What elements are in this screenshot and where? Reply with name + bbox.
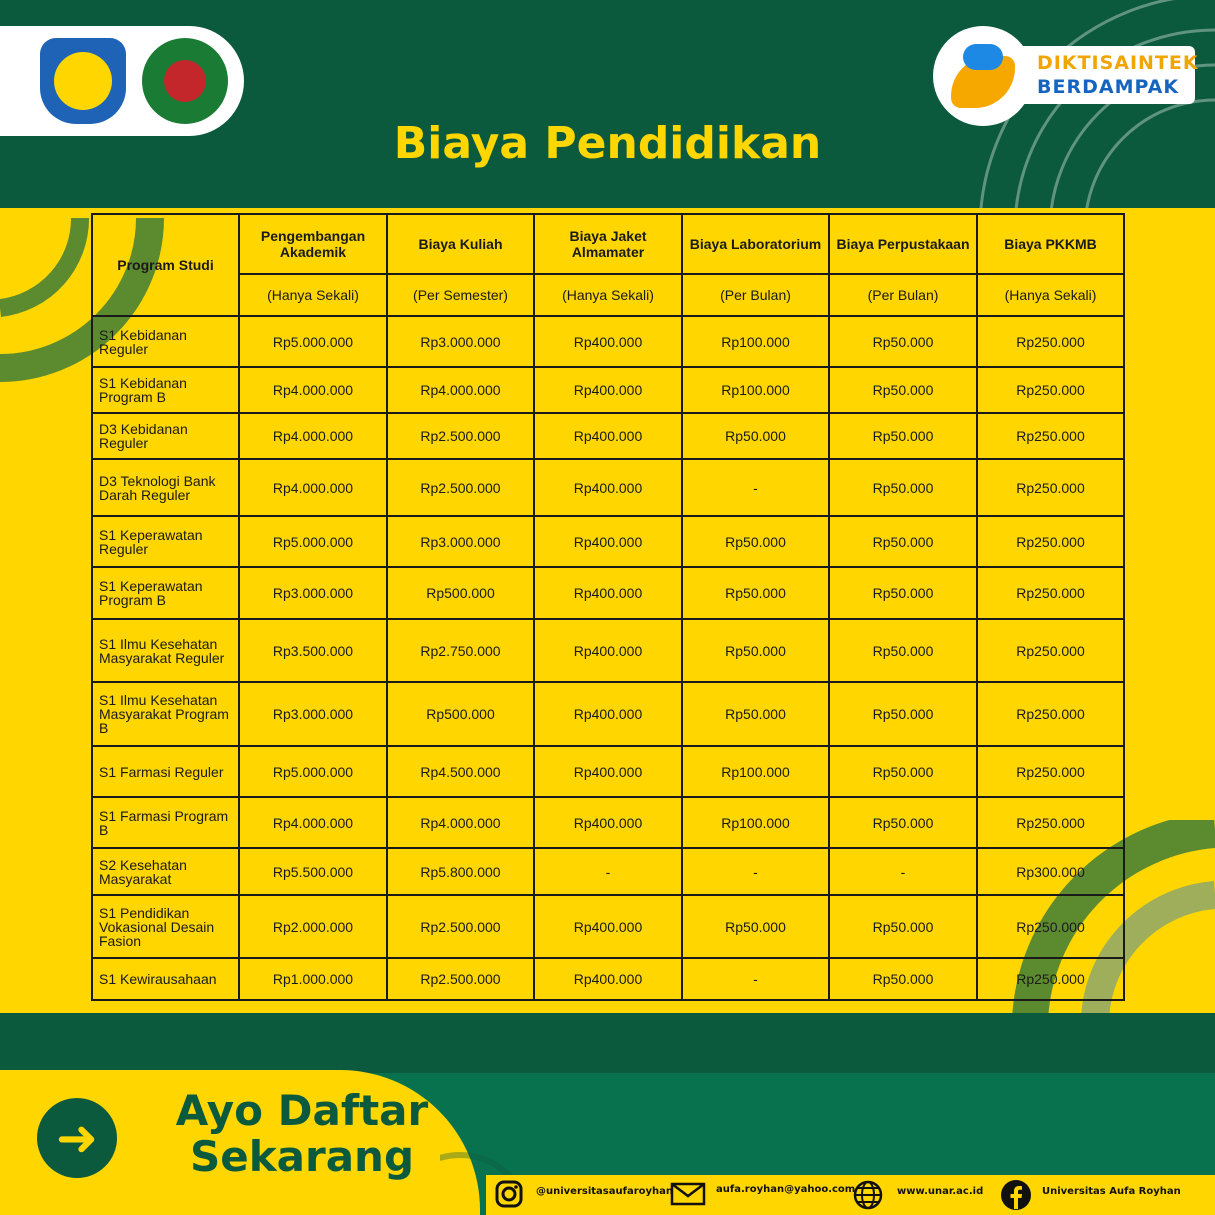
subheader: (Hanya Sekali) (977, 274, 1124, 316)
table-row (92, 958, 1124, 1000)
register-arrow-button[interactable] (37, 1098, 117, 1178)
fee-cell: - (682, 459, 829, 516)
fee-cell: Rp100.000 (682, 797, 829, 848)
program-cell: S1 Kebidanan Reguler (92, 316, 239, 367)
fee-cell: Rp3.000.000 (387, 316, 534, 367)
table-row (92, 567, 1124, 619)
subheader: (Per Semester) (387, 274, 534, 316)
table-row (92, 895, 1124, 958)
fee-cell: Rp50.000 (829, 746, 977, 797)
fee-cell: Rp400.000 (534, 797, 682, 848)
fee-cell: Rp400.000 (534, 516, 682, 567)
brand-line1: DIKTISAINTEK (1037, 52, 1199, 74)
subheader: (Per Bulan) (682, 274, 829, 316)
fee-cell: - (682, 848, 829, 895)
fee-cell: Rp3.000.000 (239, 682, 387, 746)
fee-cell: Rp4.000.000 (239, 459, 387, 516)
program-cell: D3 Kebidanan Reguler (92, 413, 239, 459)
cta-line2: Sekarang (189, 1132, 415, 1181)
arrow-right-icon: ➜ (56, 1109, 98, 1167)
fee-cell: Rp4.000.000 (387, 367, 534, 413)
fee-cell: Rp50.000 (829, 413, 977, 459)
cta-line1: Ayo Daftar (175, 1086, 429, 1135)
col-header-pkkmb: Biaya PKKMB (977, 214, 1124, 274)
fee-cell: Rp2.500.000 (387, 958, 534, 1000)
fee-cell: Rp250.000 (977, 619, 1124, 682)
fee-table (91, 213, 1125, 1001)
fee-cell: Rp250.000 (977, 958, 1124, 1000)
fee-cell: Rp5.000.000 (239, 316, 387, 367)
fee-cell: Rp50.000 (682, 895, 829, 958)
fee-cell: Rp250.000 (977, 567, 1124, 619)
fee-cell: Rp400.000 (534, 682, 682, 746)
fee-cell: Rp2.500.000 (387, 459, 534, 516)
fee-cell: Rp250.000 (977, 746, 1124, 797)
university-logo (142, 38, 228, 124)
fee-cell: Rp50.000 (829, 895, 977, 958)
fee-cell: Rp400.000 (534, 895, 682, 958)
cta-heading[interactable] (142, 1088, 462, 1180)
fee-cell: Rp50.000 (829, 958, 977, 1000)
fee-cell: Rp5.500.000 (239, 848, 387, 895)
fee-cell: Rp50.000 (682, 619, 829, 682)
fee-cell: Rp50.000 (829, 459, 977, 516)
program-cell: S1 Farmasi Reguler (92, 746, 239, 797)
program-cell: S2 Kesehatan Masyarakat (92, 848, 239, 895)
fee-cell: Rp2.500.000 (387, 413, 534, 459)
subheader: (Hanya Sekali) (239, 274, 387, 316)
email-icon[interactable] (670, 1179, 706, 1209)
fee-cell: Rp50.000 (829, 316, 977, 367)
fee-cell: Rp250.000 (977, 316, 1124, 367)
fee-cell: Rp50.000 (829, 682, 977, 746)
fee-cell: Rp50.000 (682, 413, 829, 459)
facebook-page[interactable]: Universitas Aufa Royhan (1042, 1186, 1181, 1197)
table-header-row (92, 214, 1124, 274)
fee-cell: Rp3.500.000 (239, 619, 387, 682)
table-row (92, 682, 1124, 746)
col-header-perpus: Biaya Perpustakaan (829, 214, 977, 274)
fee-cell: Rp3.000.000 (387, 516, 534, 567)
fee-cell: Rp250.000 (977, 459, 1124, 516)
program-cell: S1 Pendidikan Vokasional Desain Fasion (92, 895, 239, 958)
instagram-handle[interactable]: @universitasaufaroyhan (536, 1186, 674, 1197)
program-cell: S1 Keperawatan Program B (92, 567, 239, 619)
tut-wuri-handayani-logo (40, 38, 126, 124)
program-cell: S1 Keperawatan Reguler (92, 516, 239, 567)
table-row (92, 459, 1124, 516)
program-cell: S1 Farmasi Program B (92, 797, 239, 848)
program-cell: S1 Ilmu Kesehatan Masyarakat Reguler (92, 619, 239, 682)
fee-cell: Rp50.000 (682, 567, 829, 619)
diktisaintek-logo (933, 26, 1199, 126)
globe-icon[interactable] (852, 1179, 884, 1211)
fee-cell: Rp400.000 (534, 316, 682, 367)
col-header-kuliah: Biaya Kuliah (387, 214, 534, 274)
fee-cell: Rp250.000 (977, 797, 1124, 848)
fee-cell: Rp50.000 (682, 682, 829, 746)
fee-cell: Rp400.000 (534, 567, 682, 619)
fee-cell: Rp250.000 (977, 516, 1124, 567)
fee-cell: Rp300.000 (977, 848, 1124, 895)
fee-cell: Rp50.000 (829, 516, 977, 567)
col-header-lab: Biaya Laboratorium (682, 214, 829, 274)
fee-cell: Rp5.800.000 (387, 848, 534, 895)
fee-cell: Rp400.000 (534, 367, 682, 413)
table-row (92, 746, 1124, 797)
fee-cell: Rp4.500.000 (387, 746, 534, 797)
fee-cell: Rp400.000 (534, 459, 682, 516)
fee-cell: - (829, 848, 977, 895)
email-address[interactable]: aufa.royhan@yahoo.com (716, 1184, 856, 1195)
fee-cell: Rp250.000 (977, 682, 1124, 746)
fee-cell: Rp4.000.000 (239, 367, 387, 413)
fee-cell: Rp4.000.000 (239, 413, 387, 459)
fee-cell: Rp50.000 (829, 367, 977, 413)
fee-cell: Rp50.000 (829, 797, 977, 848)
fee-cell: Rp5.000.000 (239, 746, 387, 797)
program-cell: S1 Kewirausahaan (92, 958, 239, 1000)
fee-cell: Rp100.000 (682, 746, 829, 797)
fee-cell: Rp400.000 (534, 413, 682, 459)
fee-cell: Rp4.000.000 (239, 797, 387, 848)
table-row (92, 797, 1124, 848)
program-cell: S1 Kebidanan Program B (92, 367, 239, 413)
fee-cell: Rp50.000 (829, 619, 977, 682)
fee-cell: Rp2.500.000 (387, 895, 534, 958)
program-cell: D3 Teknologi Bank Darah Reguler (92, 459, 239, 516)
fee-cell: Rp5.000.000 (239, 516, 387, 567)
table-row (92, 413, 1124, 459)
program-cell: S1 Ilmu Kesehatan Masyarakat Program B (92, 682, 239, 746)
fee-cell: Rp400.000 (534, 746, 682, 797)
fee-cell: - (682, 958, 829, 1000)
fee-cell: Rp250.000 (977, 367, 1124, 413)
table-row (92, 848, 1124, 895)
fee-cell: Rp250.000 (977, 413, 1124, 459)
fee-cell: Rp250.000 (977, 895, 1124, 958)
fee-cell: Rp500.000 (387, 682, 534, 746)
col-header-program: Program Studi (92, 214, 239, 316)
col-header-pengembangan: Pengembangan Akademik (239, 214, 387, 274)
fee-cell: Rp2.750.000 (387, 619, 534, 682)
fee-cell: Rp100.000 (682, 367, 829, 413)
fee-cell: Rp50.000 (682, 516, 829, 567)
fee-cell: Rp400.000 (534, 619, 682, 682)
fee-cell: Rp100.000 (682, 316, 829, 367)
fee-cell: Rp1.000.000 (239, 958, 387, 1000)
table-row (92, 316, 1124, 367)
facebook-icon[interactable] (1000, 1179, 1032, 1211)
col-header-jaket: Biaya Jaket Almamater (534, 214, 682, 274)
website-url[interactable]: www.unar.ac.id (897, 1186, 984, 1197)
fee-cell: Rp2.000.000 (239, 895, 387, 958)
table-row (92, 367, 1124, 413)
brand-line2: BERDAMPAK (1037, 76, 1180, 98)
page-title: Biaya Pendidikan (393, 118, 822, 169)
fee-cell: Rp400.000 (534, 958, 682, 1000)
instagram-icon[interactable] (494, 1179, 524, 1209)
table-row (92, 516, 1124, 567)
fee-cell: Rp4.000.000 (387, 797, 534, 848)
subheader: (Hanya Sekali) (534, 274, 682, 316)
table-row (92, 619, 1124, 682)
table-subheader-row (92, 274, 1124, 316)
subheader: (Per Bulan) (829, 274, 977, 316)
fee-cell: Rp500.000 (387, 567, 534, 619)
fee-cell: Rp50.000 (829, 567, 977, 619)
fee-cell: - (534, 848, 682, 895)
fee-cell: Rp3.000.000 (239, 567, 387, 619)
